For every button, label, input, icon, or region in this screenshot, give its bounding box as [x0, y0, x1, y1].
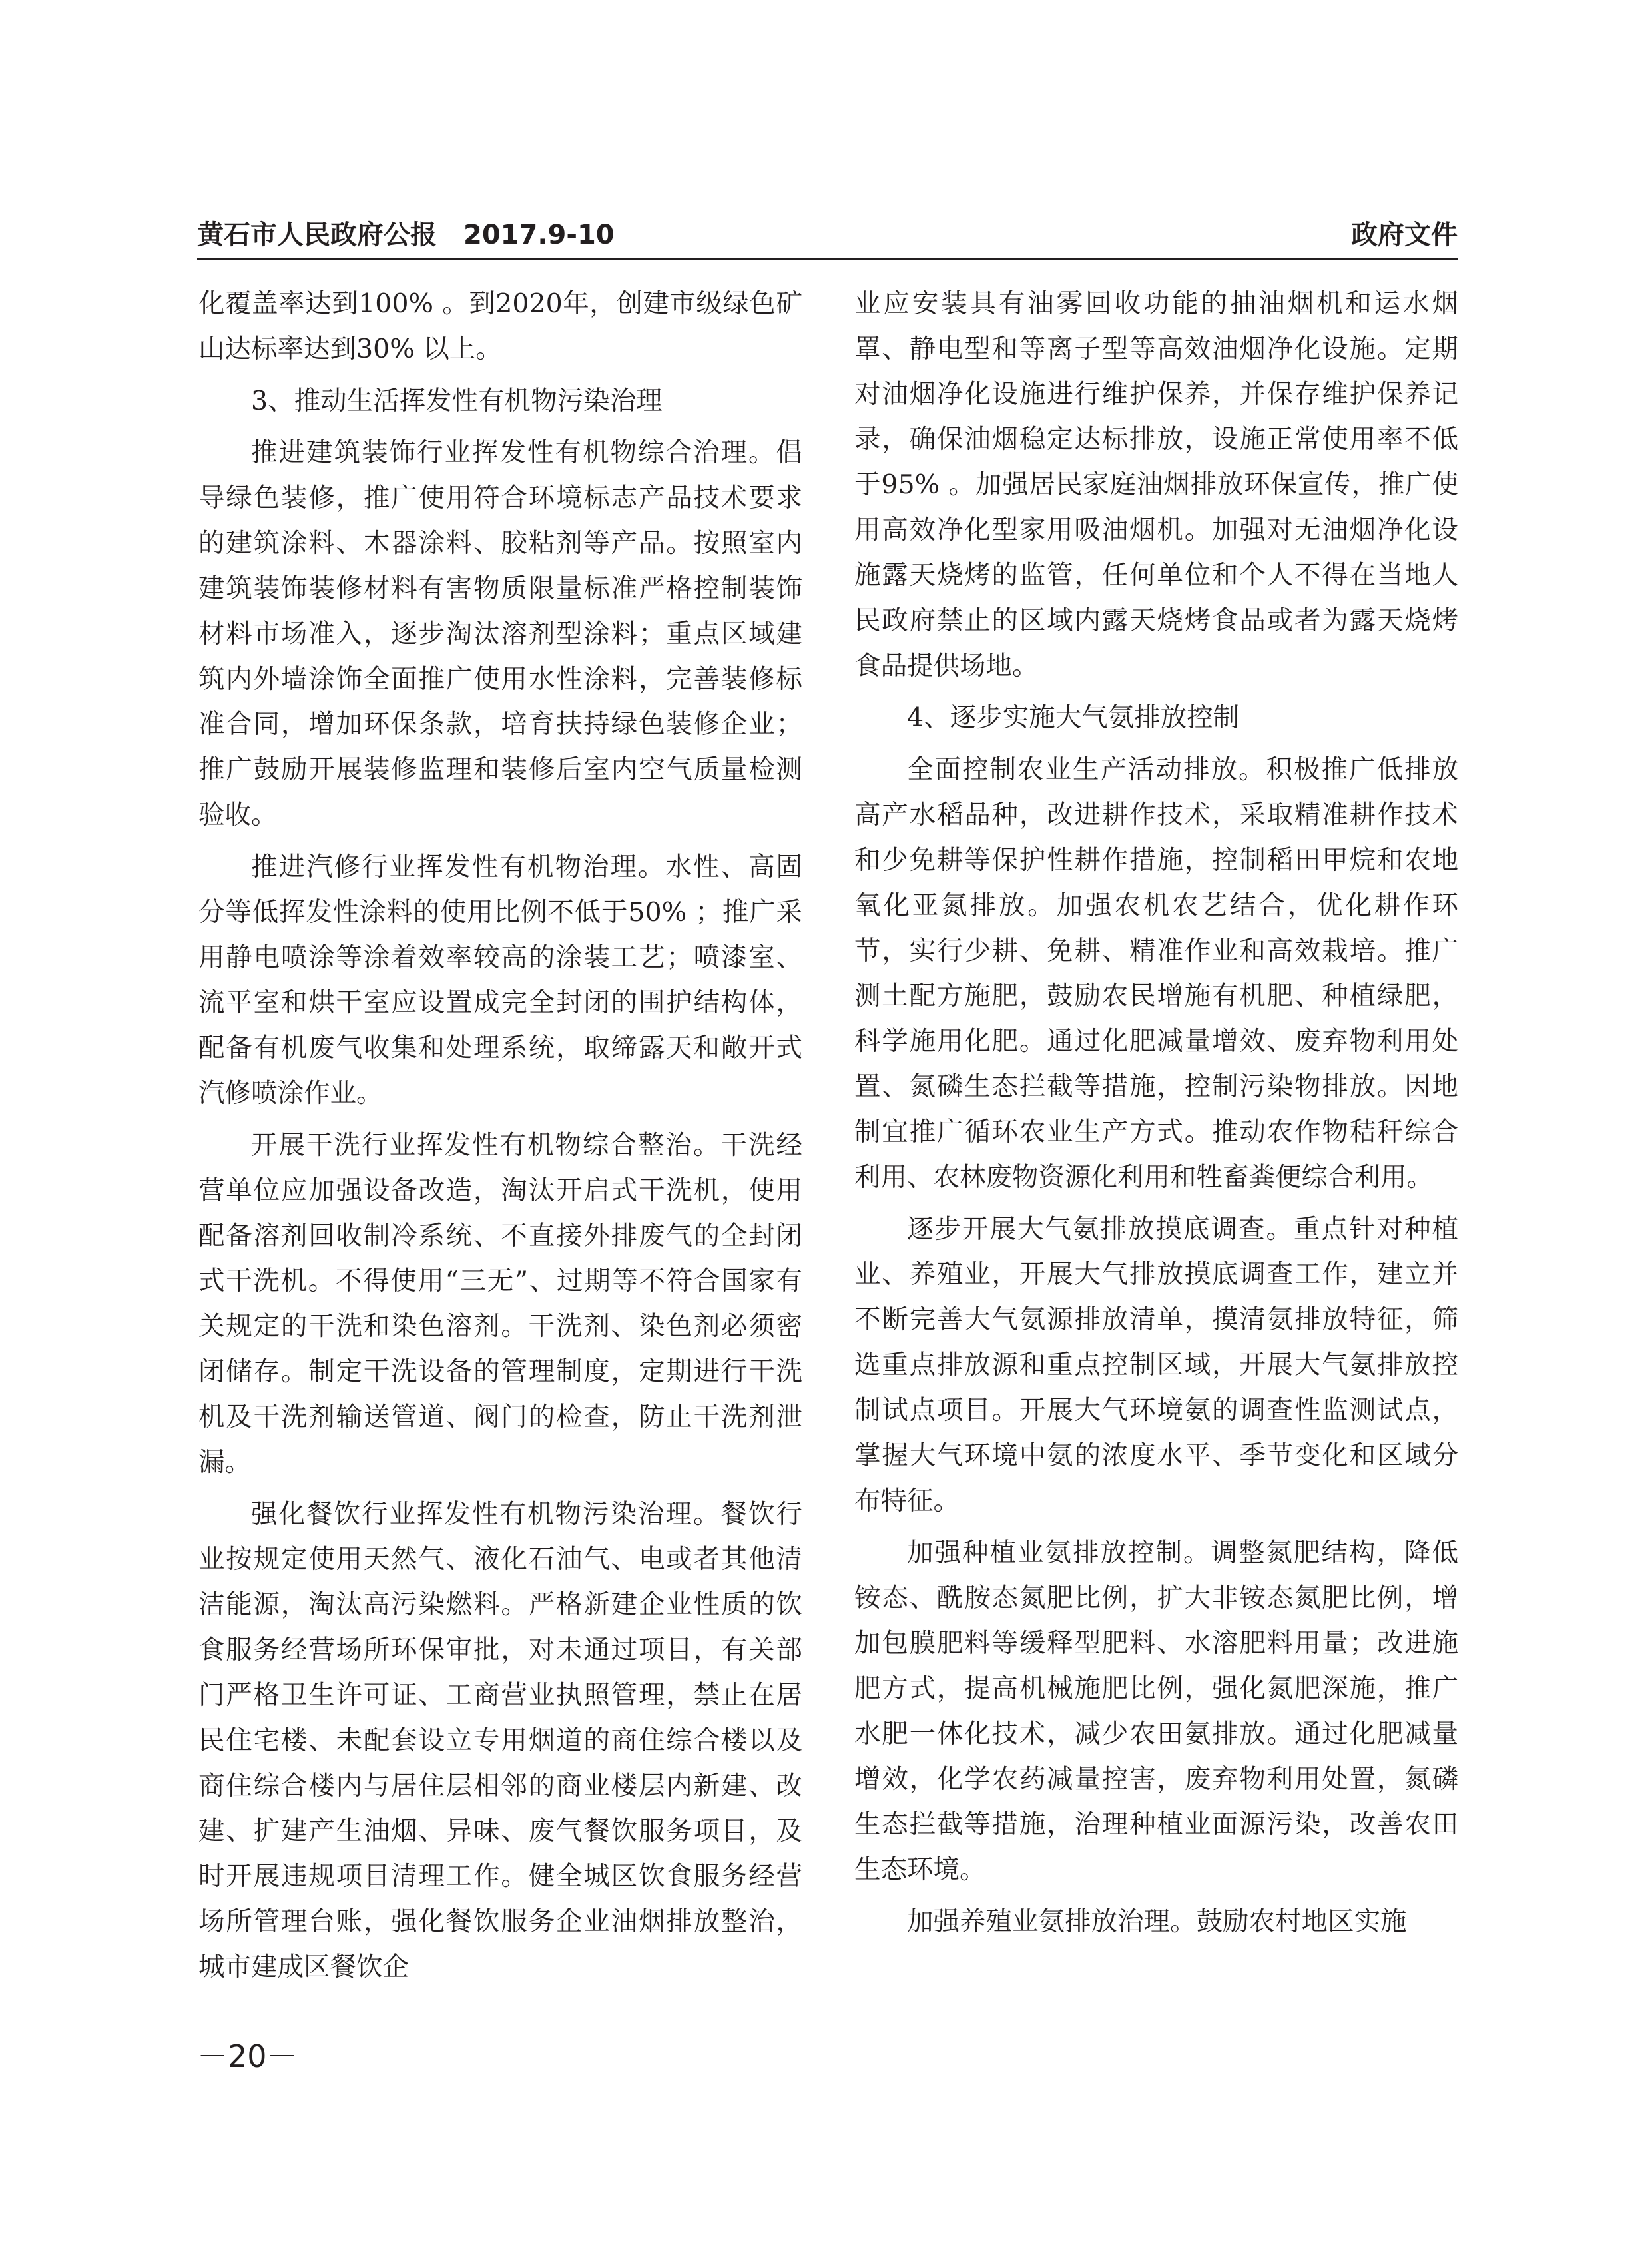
paragraph: 推进建筑装饰行业挥发性有机物综合治理。倡导绿色装修，推广使用符合环境标志产品技术要求的建筑涂料、木器涂料、胶粘剂等产品。按照室内建筑装饰装修材料有害物质限量标准严格控制装饰材料市场准入，逐步淘汰溶剂型涂料；重点区域建筑内外墙涂饰全面推广使用水性涂料，完善装修标准合同，增加环保条款，培育扶持绿色装修企业；推广鼓励开展装修监理和装修后室内空气质量检测验收。 [198, 437, 802, 830]
paragraph: 化覆盖率达到100% 。到2020年，创建市级绿色矿山达标率达到30% 以上。 [198, 288, 802, 364]
header-divider [197, 258, 1458, 260]
page-number: －20－ [197, 2038, 298, 2074]
paragraph: 推进汽修行业挥发性有机物治理。水性、高固分等低挥发性涂料的使用比例不低于50% ；推广采用静电喷涂等涂着效率较高的涂装工艺；喷漆室、流平室和烘干室应设置成完全封闭的围护结构体，配备有机废气收集和处理系统，取缔露天和敞开式汽修喷涂作业。 [198, 852, 802, 1109]
paragraph: 开展干洗行业挥发性有机物综合整治。干洗经营单位应加强设备改造，淘汰开启式干洗机，使用配备溶剂回收制冷系统、不直接外排废气的全封闭式干洗机。不得使用“三无”、过期等不符合国家有关规定的干洗和染色溶剂。干洗剂、染色剂必须密闭储存。制定干洗设备的管理制度，定期进行干洗机及干洗剂输送管道、阀门的检查，防止干洗剂泄漏。 [198, 1130, 802, 1478]
paragraph: 加强养殖业氨排放治理。鼓励农村地区实施 [907, 1906, 1407, 1937]
paragraph: 业应安装具有油雾回收功能的抽油烟机和运水烟罩、静电型和等离子型等高效油烟净化设施。定期对油烟净化设施进行维护保养，并保存维护保养记录，确保油烟稳定达标排放，设施正常使用率不低于95% 。加强居民家庭油烟排放环保宣传，推广使用高效净化型家用吸油烟机。加强对无油烟净化设施露天烧烤的监管，任何单位和个人不得在当地人民政府禁止的区域内露天烧烤食品或者为露天烧烤食品提供场地。 [854, 288, 1458, 681]
left-column [198, 281, 802, 1996]
section-heading: 3、推动生活挥发性有机物污染治理 [251, 386, 663, 416]
section-label: 政府文件 [1351, 220, 1458, 250]
paragraph: 全面控制农业生产活动排放。积极推广低排放高产水稻品种，改进耕作技术，采取精准耕作技术和少免耕等保护性耕作措施，控制稻田甲烷和农地氧化亚氮排放。加强农机农艺结合，优化耕作环节，实行少耕、免耕、精准作业和高效栽培。推广测土配方施肥，鼓励农民增施有机肥、种植绿肥，科学施用化肥。通过化肥减量增效、废弃物利用处置、氮磷生态拦截等措施，控制污染物排放。因地制宜推广循环农业生产方式。推动农作物秸秆综合利用、农林废物资源化利用和牲畜粪便综合利用。 [854, 754, 1458, 1193]
paragraph: 加强种植业氨排放控制。调整氮肥结构，降低铵态、酰胺态氮肥比例，扩大非铵态氮肥比例，增加包膜肥料等缓释型肥料、水溶肥料用量；改进施肥方式，提高机械施肥比例，强化氮肥深施，推广水肥一体化技术，减少农田氨排放。通过化肥减量增效，化学农药减量控害，废弃物利用处置，氮磷生态拦截等措施，治理种植业面源污染，改善农田生态环境。 [854, 1538, 1458, 1885]
paragraph: 强化餐饮行业挥发性有机物污染治理。餐饮行业按规定使用天然气、液化石油气、电或者其他清洁能源，淘汰高污染燃料。严格新建企业性质的饮食服务经营场所环保审批，对未通过项目，有关部门严格卫生许可证、工商营业执照管理，禁止在居民住宅楼、未配套设立专用烟道的商住综合楼以及商住综合楼内与居住层相邻的商业楼层内新建、改建、扩建产生油烟、异味、废气餐饮服务项目，及时开展违规项目清理工作。健全城区饮食服务经营场所管理台账，强化餐饮服务企业油烟排放整治，城市建成区餐饮企 [198, 1499, 802, 1982]
right-column [854, 281, 1458, 1951]
publication-title: 黄石市人民政府公报 2017.9-10 [197, 220, 615, 250]
section-heading: 4、逐步实施大气氨排放控制 [907, 702, 1240, 733]
page-header [197, 212, 1458, 258]
paragraph: 逐步开展大气氨排放摸底调查。重点针对种植业、养殖业，开展大气排放摸底调查工作，建立并不断完善大气氨源排放清单，摸清氨排放特征，筛选重点排放源和重点控制区域，开展大气氨排放控制试点项目。开展大气环境氨的调查性监测试点，掌握大气环境中氨的浓度水平、季节变化和区域分布特征。 [854, 1214, 1458, 1516]
